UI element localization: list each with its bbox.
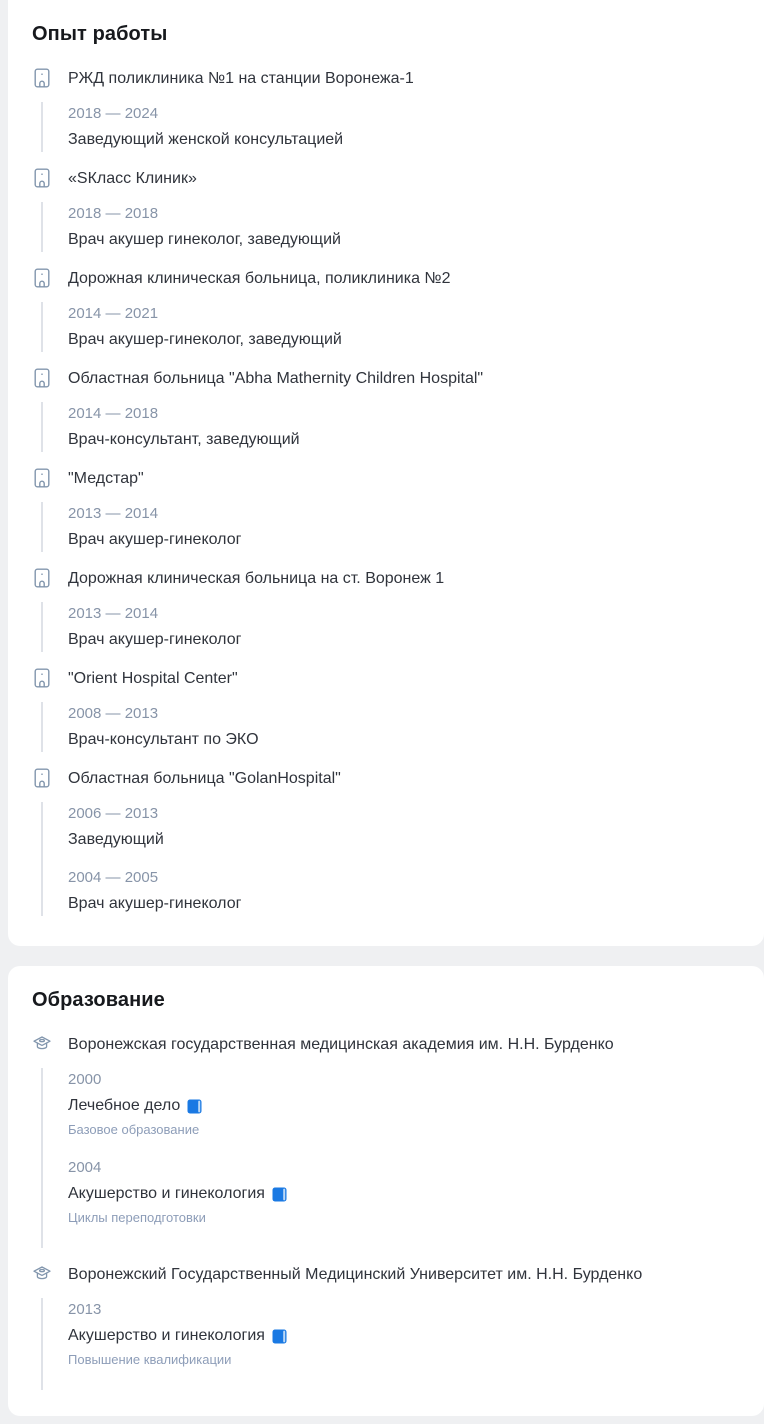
education-period [68, 1070, 744, 1138]
organization-name: «SКласс Клиник» [68, 170, 197, 187]
experience-item-header [32, 768, 744, 789]
period-role: Врач акушер-гинеколог [68, 631, 242, 648]
education-specialty: Акушерство и гинекология [68, 1185, 265, 1202]
education-section [8, 966, 764, 1416]
experience-periods [41, 402, 744, 452]
education-period [68, 1158, 744, 1226]
building-icon [32, 568, 52, 588]
building-icon [32, 468, 52, 488]
period-dates: 2014 — 2021 [68, 305, 159, 322]
education-year: 2000 [68, 1071, 102, 1088]
experience-section [8, 0, 764, 946]
period-role: Врач акушер-гинеколог [68, 895, 242, 912]
graduation-cap-icon [32, 1264, 52, 1284]
education-specialty: Акушерство и гинекология [68, 1327, 265, 1344]
building-icon [32, 268, 52, 288]
period-dates: 2008 — 2013 [68, 705, 159, 722]
education-year: 2013 [68, 1301, 102, 1318]
education-list [24, 1034, 744, 1390]
period-role: Врач акушер гинеколог, заведующий [68, 231, 341, 248]
experience-item-header [32, 268, 744, 289]
experience-item-header [32, 368, 744, 389]
building-icon [32, 68, 52, 88]
period-dates: 2018 — 2024 [68, 105, 159, 122]
organization-name: "Медстар" [68, 470, 144, 487]
period-dates: 2014 — 2018 [68, 405, 159, 422]
experience-periods [41, 202, 744, 252]
education-specialty-row [68, 1184, 744, 1204]
experience-periods [41, 102, 744, 152]
education-period [68, 1300, 744, 1368]
institution-name: Воронежский Государственный Медицинский Университет им. Н.Н. Бурденко [68, 1266, 643, 1283]
education-item [24, 1034, 744, 1248]
organization-name: Областная больница "Abha Mathernity Children Hospital" [68, 370, 484, 387]
education-section-title: Образование [32, 989, 165, 1011]
period-dates: 2006 — 2013 [68, 805, 159, 822]
education-specialty: Лечебное дело [68, 1097, 181, 1114]
page-bottom-gap [0, 1416, 764, 1424]
experience-item-header [32, 68, 744, 89]
education-periods [41, 1298, 744, 1390]
experience-item-header [32, 668, 744, 689]
experience-periods [41, 302, 744, 352]
building-icon [32, 668, 52, 688]
period-dates: 2004 — 2005 [68, 869, 159, 886]
experience-periods [41, 702, 744, 752]
experience-period [68, 204, 744, 250]
experience-item [24, 668, 744, 752]
education-periods [41, 1068, 744, 1248]
education-item-header [32, 1264, 744, 1285]
blue-book-icon [272, 1187, 287, 1202]
experience-item [24, 568, 744, 652]
education-category: Повышение квалификации [68, 1352, 232, 1367]
experience-period [68, 404, 744, 450]
experience-periods [41, 602, 744, 652]
experience-list [24, 68, 744, 916]
experience-period [68, 868, 744, 914]
period-dates: 2013 — 2014 [68, 505, 159, 522]
education-category: Базовое образование [68, 1122, 200, 1137]
experience-period [68, 604, 744, 650]
building-icon [32, 768, 52, 788]
education-specialty-row [68, 1326, 744, 1346]
organization-name: Дорожная клиническая больница на ст. Воронеж 1 [68, 570, 445, 587]
organization-name: Областная больница "GolanHospital" [68, 770, 341, 787]
experience-item-header [32, 468, 744, 489]
experience-periods [41, 502, 744, 552]
blue-book-icon [272, 1329, 287, 1344]
experience-item-header [32, 568, 744, 589]
period-role: Заведующий женской консультацией [68, 131, 344, 148]
experience-period [68, 504, 744, 550]
education-specialty-row [68, 1096, 744, 1116]
period-dates: 2018 — 2018 [68, 205, 159, 222]
building-icon [32, 368, 52, 388]
experience-period [68, 804, 744, 850]
experience-period [68, 304, 744, 350]
graduation-cap-icon [32, 1034, 52, 1054]
period-role: Врач-консультант по ЭКО [68, 731, 259, 748]
experience-item [24, 468, 744, 552]
experience-item [24, 168, 744, 252]
experience-item [24, 68, 744, 152]
education-year: 2004 [68, 1159, 102, 1176]
period-role: Врач-консультант, заведующий [68, 431, 300, 448]
experience-item [24, 268, 744, 352]
education-item-header [32, 1034, 744, 1055]
period-role: Заведующий [68, 831, 164, 848]
experience-periods [41, 802, 744, 916]
building-icon [32, 168, 52, 188]
experience-section-title: Опыт работы [32, 23, 168, 45]
education-item [24, 1264, 744, 1390]
institution-name: Воронежская государственная медицинская академия им. Н.Н. Бурденко [68, 1036, 614, 1053]
experience-item-header [32, 168, 744, 189]
blue-book-icon [187, 1099, 202, 1114]
period-role: Врач акушер-гинеколог [68, 531, 242, 548]
experience-period [68, 104, 744, 150]
organization-name: РЖД поликлиника №1 на станции Воронежа-1 [68, 70, 414, 87]
period-dates: 2013 — 2014 [68, 605, 159, 622]
organization-name: Дорожная клиническая больница, поликлиника №2 [68, 270, 451, 287]
education-category: Циклы переподготовки [68, 1210, 206, 1225]
period-role: Врач акушер-гинеколог, заведующий [68, 331, 342, 348]
organization-name: "Orient Hospital Center" [68, 670, 238, 687]
experience-item [24, 768, 744, 916]
experience-period [68, 704, 744, 750]
experience-item [24, 368, 744, 452]
